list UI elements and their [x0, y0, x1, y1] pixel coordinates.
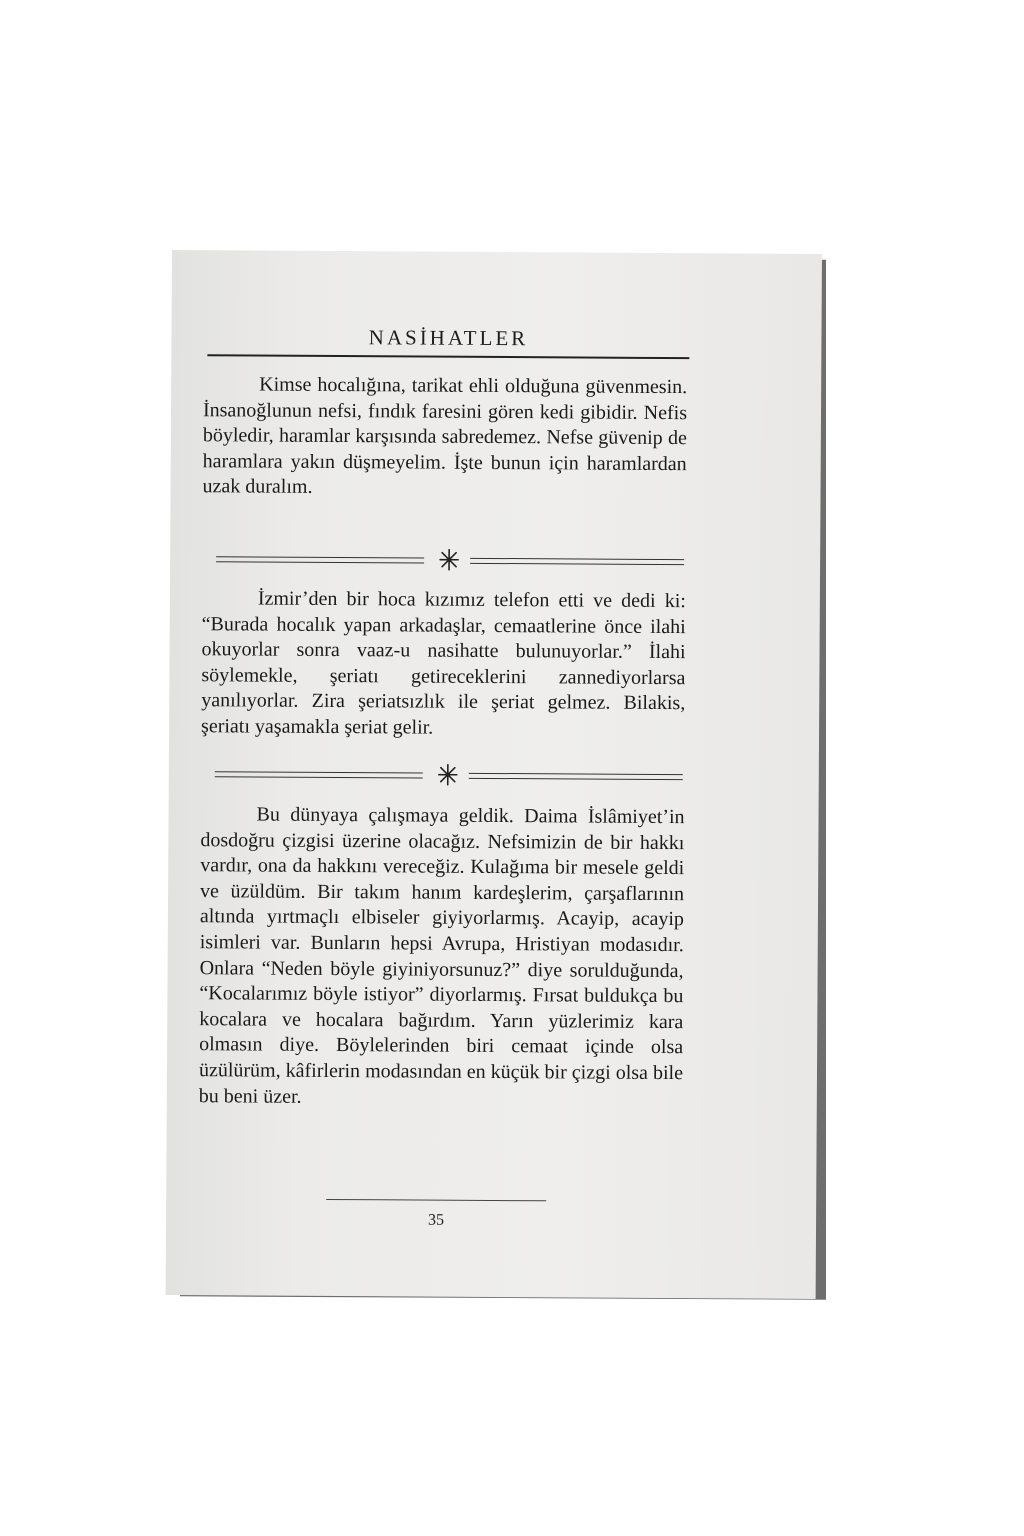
- star-flourish-icon: [436, 547, 462, 573]
- paragraph-2: İzmir’den bir hoca kızımız telefon etti ve dedi ki: “Burada hocalık yapan arkadaşlar, cemaatlerine önce ilahi okuyorlar sonra vaaz-u nasihatte bulunuyorlar.” İlahi söylemekle, şeriatı getireceklerini zannediyorlarsa yanılıyorlar. Zira şeriatsızlık ile şeriat gelmez. Bilakis, şeriatı yaşamakla şeriat gelir.: [201, 587, 686, 739]
- section-divider-2: [215, 760, 683, 789]
- divider-line-right: [470, 558, 684, 565]
- divider-line-left: [216, 556, 424, 563]
- paragraph-1: Kimse hocalığına, tarikat ehli olduğuna güvenmesin. İnsanoğlunun nefsi, fındık faresini gören kedi gibidir. Nefis böyledir, haramlar karşısında sabredemez. Nefse güvenip de haramlara yakın düşmeyelim. İşte bunun için haramlardan uzak duralım.: [202, 373, 688, 499]
- section-divider-1: [216, 545, 684, 574]
- star-flourish-icon: [435, 762, 461, 788]
- paragraph-3: Bu dünyaya çalışmaya geldik. Daima İslâmiyet’in dosdoğru çizgisi üzerine olacağız. Nefsimizin de bir hakkı vardır, ona da hakkını vereceğiz. Kulağıma bir mesele geldi ve üzüldüm. Bir takım hanım kardeşlerim, çarşaflarının altında yırtmaçlı elbiseler giyiyorlarmış. Acayip, acayip isimleri var. Bunların hepsi Avrupa, Hristiyan modasıdır. Onlara “Neden böyle giyiniyorsunuz?” diye sorulduğunda, “Kocalarımız böyle istiyor” diyorlarmış. Fırsat buldukça bu kocalara ve hocalara bağırdım. Yarın yüzlerimiz kara olmasın diye. Böylelerinden biri cemaat içinde olsa üzülürüm, kâfirlerin modasından en küçük bir çizgi olsa bile bu beni üzer.: [198, 803, 685, 1108]
- running-head: [207, 322, 689, 359]
- divider-line-left: [215, 771, 423, 778]
- running-head-title: NASİHATLER: [368, 325, 529, 351]
- footer-rule: [326, 1199, 546, 1201]
- page-number: 35: [428, 1211, 445, 1229]
- divider-line-right: [469, 773, 683, 780]
- book-page: [166, 250, 822, 1299]
